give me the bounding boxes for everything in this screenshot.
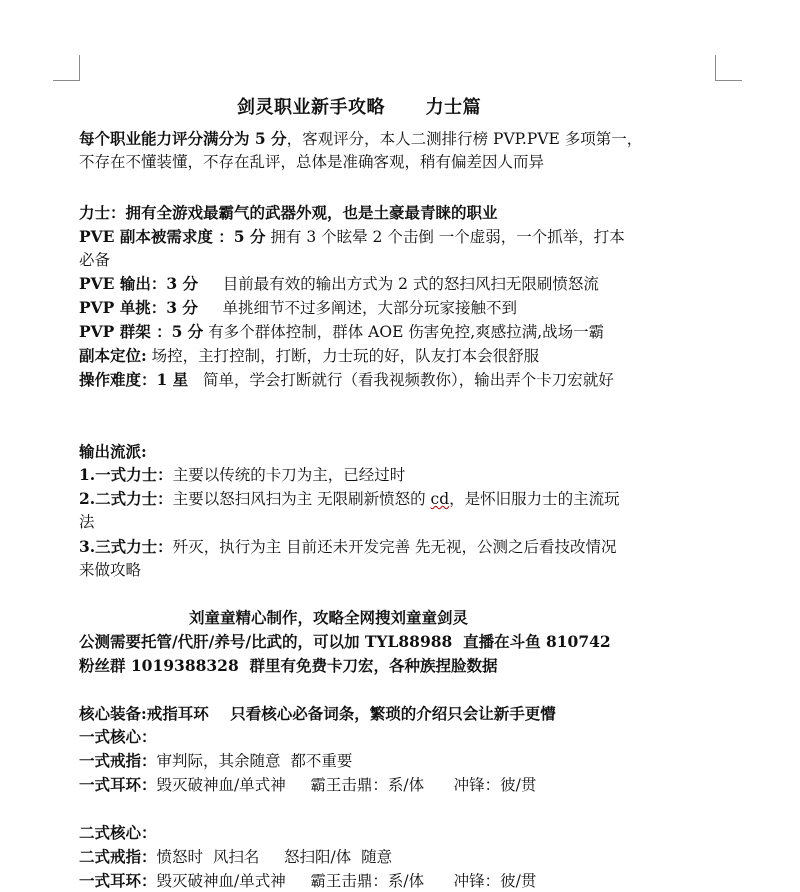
fan-group-line: 粉丝群 1019388328 群里有免费卡刀宏，各种族捏脸数据: [79, 656, 498, 675]
gear-text: 毁灭破神血/单式神 霸王击鼎：系/体 冲锋：彼/贯: [156, 872, 537, 890]
stream-item: [79, 559, 141, 581]
rating-row: [79, 226, 625, 248]
rating-row: [79, 369, 614, 391]
rating-row: [79, 345, 539, 367]
rating-label: PVP 群架 ：5 分: [79, 322, 204, 341]
gear-label: 一式耳环：: [79, 871, 157, 890]
gear-two-title: 二式核心：: [79, 823, 157, 842]
rating-text: 场控，主打控制，打断，力士玩的好，队友打本会很舒服: [146, 347, 540, 365]
crop-mark: [79, 55, 80, 81]
rating-text: 单挑细节不过多阐述，大部分玩家接触不到: [197, 299, 518, 317]
crop-mark: [715, 55, 716, 81]
gear-label: 一式戒指：: [79, 751, 157, 770]
stream-text: 主要以传统的卡刀为主，已经过时: [172, 466, 406, 484]
gear-label: 二式戒指：: [79, 847, 157, 866]
rating-text: 简单，学会打断就行（看我视频教你），输出弄个卡刀宏就好: [188, 371, 614, 389]
rating-label: PVE 副本被需求度 ：5 分: [79, 227, 266, 246]
gear-one-title: 一式核心：: [79, 727, 157, 746]
crop-mark: [715, 80, 742, 81]
gear-two-ring: [79, 846, 392, 868]
intro-rest: ，客观评分，本人二测排行榜 PVP.PVE 多项第一，: [286, 130, 643, 148]
stream-item: [79, 511, 95, 533]
intro-line-1: [79, 128, 642, 150]
stream-label: 2.二式力士：: [79, 489, 173, 508]
rating-label: PVE 输出：3 分: [79, 274, 199, 293]
rating-row: [79, 249, 110, 271]
stream-text: 来做攻略: [79, 561, 142, 579]
document-title: 剑灵职业新手攻略 力士篇: [237, 97, 482, 118]
gear-text: 审判际，其余随意 都不重要: [156, 752, 353, 770]
rating-row: [79, 273, 599, 295]
rating-text: 有多个群体控制，群体 AOE 伤害免控,爽感拉满,战场一霸: [203, 323, 605, 341]
gear-one-earring: [79, 774, 536, 796]
rating-text: 必备: [79, 251, 111, 269]
intro-bold: 每个职业能力评分满分为 5 分: [79, 129, 287, 148]
rating-text: 目前最有效的输出方式为 2 式的怒扫风扫无限刷愤怒流: [198, 275, 599, 293]
rating-text: 拥有 3 个眩晕 2 个击倒 一个虚弱，一个抓举，打本: [265, 228, 625, 246]
streams-header: 输出流派:: [79, 442, 147, 461]
rating-label: PVP 单挑：3 分: [79, 298, 198, 317]
gear-header: 核心装备:戒指耳环 只看核心必备词条，繁琐的介绍只会让新手更懵: [79, 704, 556, 723]
stream-label: 3.三式力士：: [79, 537, 173, 556]
gear-text: 愤怒时 风扫名 怒扫阳/体 随意: [156, 848, 393, 866]
crop-mark: [53, 80, 80, 81]
contact-line: 公测需要托管/代肝/养号/比武的，可以加 TYL88988 直播在斗鱼 810742: [79, 632, 611, 651]
gear-one-ring: [79, 750, 352, 772]
stream-text: ，是怀旧服力士的主流玩: [449, 490, 620, 508]
stream-item: [79, 536, 617, 558]
stream-item: [79, 488, 620, 510]
stream-text: 歼灭，执行为主 目前还未开发完善 先无视，公测之后看技改情况: [172, 538, 617, 556]
stream-text: 法: [79, 513, 95, 531]
spellcheck-word: cd: [430, 490, 450, 508]
rating-label: 操作难度：1 星: [79, 370, 189, 389]
gear-text: 毁灭破神血/单式神 霸王击鼎：系/体 冲锋：彼/贯: [156, 776, 537, 794]
rating-label: 副本定位:: [79, 346, 147, 365]
author-line: 刘童童精心制作，攻略全网搜刘童童剑灵: [189, 608, 469, 627]
rating-row: [79, 321, 604, 343]
stream-item: [79, 464, 405, 486]
stream-label: 1.一式力士：: [79, 465, 173, 484]
intro-line-2: 不存在不懂装懂，不存在乱评，总体是准确客观，稍有偏差因人而异: [79, 153, 545, 171]
gear-label: 一式耳环：: [79, 775, 157, 794]
stream-text: 主要以怒扫风扫为主 无限刷新愤怒的: [172, 490, 431, 508]
gear-two-earring: [79, 870, 536, 892]
rating-row: [79, 297, 517, 319]
class-header: 力士：拥有全游戏最霸气的武器外观，也是土豪最青睐的职业: [79, 203, 498, 222]
